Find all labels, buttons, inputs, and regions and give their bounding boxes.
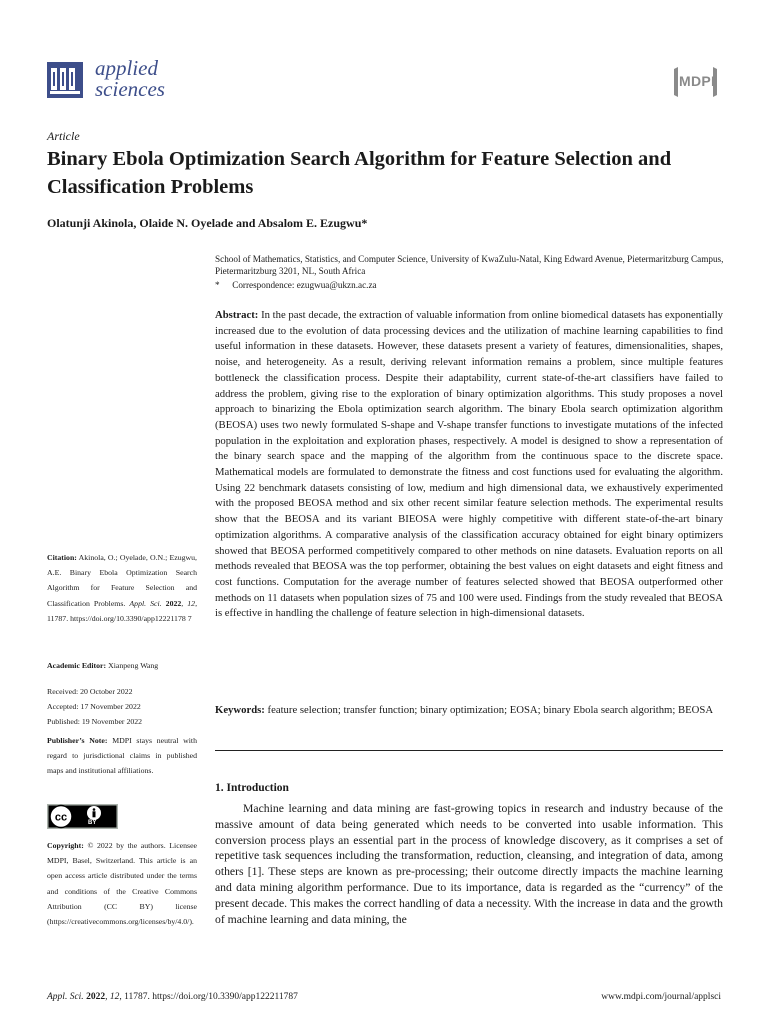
- academic-editor: [47, 658, 197, 673]
- academic-editor-name: Xianpeng Wang: [108, 661, 159, 670]
- paper-title: Binary Ebola Optimization Search Algorithm for Feature Selection and Classification Problems: [47, 148, 672, 198]
- citation-year: 2022: [165, 598, 182, 608]
- correspondence-marker: *: [215, 280, 220, 290]
- svg-text:cc: cc: [54, 811, 68, 824]
- footer-year: 2022: [86, 992, 106, 1002]
- introduction-text: Machine learning and data mining are fast-growing topics in research and industry because of the massive amount of data being generated which needs to be converted into usable information. This conversion process plays an essential part in the process of knowledge discovery, as it comprises a set of repetitive task sequences including the transformation, reduction, cleansing, and integration of data, among others [1]. These steps are known as pre-processing; their outcome directly impacts the machine learning and data mining algorithm performance. Due to its importance, data is regarded as the “currency” of the present decade. This makes the correct handling of data a necessity. With the increase in data and the growth of machine learning and data mining, the: [215, 802, 723, 926]
- correspondence-label: Correspondence:: [232, 280, 295, 290]
- article-type: Article: [47, 129, 80, 143]
- cc-by-label: BY: [88, 820, 97, 826]
- section-heading-introduction: 1. Introduction: [215, 782, 289, 794]
- creative-commons-icon: [47, 804, 118, 829]
- keywords: [215, 703, 723, 719]
- copyright-block: [47, 838, 197, 929]
- publisher-name: MDPI: [679, 73, 716, 89]
- date-received: Received: 20 October 2022: [47, 687, 133, 696]
- journal-name-line2: sciences: [95, 77, 165, 101]
- academic-editor-label: Academic Editor:: [47, 661, 107, 670]
- citation-doi[interactable]: , 11787. https://doi.org/10.3390/app12221178 7: [47, 598, 198, 623]
- copyright-label: Copyright:: [47, 841, 84, 850]
- abstract-text: In the past decade, the extraction of valuable information from online biomedical datasets has exponentially increased due to the evolution of data processing devices and the utilization of machine learning capabilities to find useful information in these datasets. However, these datasets present a variety of features, dimensionalities, shapes, noise, and heterogeneity. As a result, deriving relevant information remains a problem, since multiple features bottleneck the classification process. Despite their adaptability, current state-of-the-art classifiers have failed to address the problem, giving rise to the exploration of binary optimization algorithms. This study proposes a novel approach to binarizing the Ebola optimization search algorithm. The binary Ebola search optimization algorithm (BEOSA) uses two newly formulated S-shape and V-shape transfer functions to investigate mutations of the infected population in the exploitation and exploration phases, respectively. A model is designed to show a representation of the binary search space and the mapping of the algorithm from the continuous space to the discrete space. Mathematical models are formulated to demonstrate the fitness and cost functions used for evaluating the algorithm. Using 22 benchmark datasets consisting of low, medium and high dimensional data, we exhaustively experimented with the proposed BEOSA method and six other recent similar feature selection methods. The experimental results show that the BEOSA and its variant BIEOSA were highly competitive with different state-of-the-art binary optimization algorithms. A comparative analysis of the classification accuracy obtained for eight binary optimizers showed that BEOSA performed competitively compared to other methods on nine datasets. Evaluation reports on all methods revealed that BEOSA was the top performer, obtaining the best values on eight datasets and eight fitness and cost functions. Computation for the average number of features selected showed that BEOSA outperformed other methods on 11 datasets when population sizes of 75 and 100 were used. Findings from the study revealed that BEOSA is effective in handling the challenge of feature selection in high-dimensional datasets.: [215, 309, 724, 620]
- keywords-text: feature selection; transfer function; binary optimization; EOSA; binary Ebola search algorithm; BEOSA: [267, 704, 714, 716]
- date-published: Published: 19 November 2022: [47, 717, 143, 727]
- publisher-logo: [668, 67, 723, 97]
- journal-name: [95, 58, 165, 100]
- citation-journal: Appl. Sci.: [129, 598, 162, 608]
- correspondence: [215, 279, 725, 291]
- publisher-note-text: MDPI stays neutral with regard to jurisdictional claims in published maps and institutional affiliations.: [47, 736, 197, 776]
- footer-journal: Appl. Sci.: [47, 992, 84, 1002]
- journal-name-line1: applied: [95, 56, 158, 80]
- author-list: Olatunji Akinola, Olaide N. Oyelade and Absalom E. Ezugwu*: [47, 216, 368, 230]
- affiliation: School of Mathematics, Statistics, and Computer Science, University of KwaZulu-Natal, King Edward Avenue, Pietermaritzburg Campus, Pietermaritzburg 3201, NL, South Africa: [215, 254, 724, 277]
- publication-dates: [47, 684, 197, 730]
- footer-journal-url[interactable]: www.mdpi.com/journal/applsci: [601, 992, 721, 1002]
- publisher-note-label: Publisher’s Note:: [47, 736, 108, 745]
- footer-doi[interactable]: , 11787. https://doi.org/10.3390/app122211787: [119, 992, 298, 1002]
- citation-text: Akinola, O.; Oyelade, O.N.; Ezugwu, A.E. Binary Ebola Optimization Search Algorithm for Feature Selection and Classification Problems.: [47, 553, 197, 608]
- footer-volume: 12: [109, 992, 120, 1002]
- correspondence-email[interactable]: ezugwua@ukzn.ac.za: [296, 280, 377, 290]
- abstract: [215, 308, 723, 622]
- citation-volume: 12: [187, 598, 196, 608]
- abstract-label: Abstract:: [215, 309, 259, 321]
- applied-sciences-logo-icon: [47, 62, 83, 98]
- citation-block: Citation: Akinola, O.; Oyelade, O.N.; Ezugwu, A.E. Binary Ebola Optimization Search Algorithm for Feature Selection and Classification Problems. Appl. Sci. 2022, 12, 11787. https://doi.org/10.3390/app12221178 7: [47, 553, 198, 623]
- keywords-divider: [215, 750, 723, 751]
- keywords-label: Keywords:: [215, 704, 265, 716]
- publisher-note: [47, 733, 197, 779]
- date-accepted: Accepted: 17 November 2022: [47, 702, 141, 712]
- citation-label: Citation:: [47, 553, 77, 562]
- journal-logo: [47, 56, 187, 108]
- footer-citation: Appl. Sci. 2022, 12, 11787. https://doi.org/10.3390/app122211787: [47, 992, 298, 1002]
- copyright-text: © 2022 by the authors. Licensee MDPI, Basel, Switzerland. This article is an open access article distributed under the terms and conditions of the Creative Commons Attribution (CC BY) license (https://creativecommons.org/licenses/by/4.0/).: [47, 841, 197, 927]
- cc-by-license-badge[interactable]: [47, 804, 118, 829]
